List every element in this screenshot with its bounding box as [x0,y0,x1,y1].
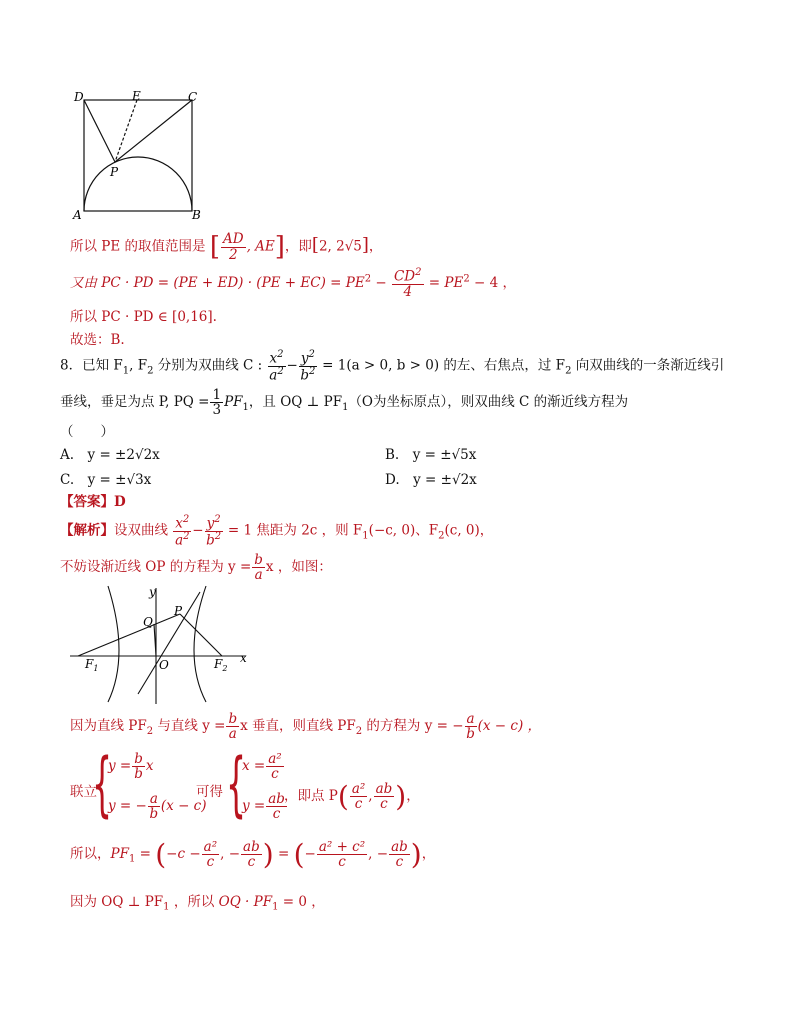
square-abcd [84,100,192,211]
hyperbola-right-branch [194,586,206,702]
result-x: x = $\frac{\text{a²}}{c}$ [242,751,282,783]
label-e: E [132,90,141,103]
q8-p2: , F [129,357,148,374]
frac-x2-a2-b: $\frac{x^2}{a^2}$ [175,514,190,549]
perp-t3: x 垂直，则直线 PF [240,718,356,735]
pf1-pf: PF [110,846,129,862]
q8-pf1: PF [224,394,243,411]
segment-dp [84,100,115,162]
range-value: 2, 2√5 [318,238,362,255]
label-q: Q [143,615,153,629]
last-s2: 1 [272,901,279,913]
orthogonal-line [70,890,325,913]
label-x: x [240,651,247,665]
last-t3: = 0 ， [278,894,325,910]
dot-product-expansion: 又由 PC · PD = (PE + ED) · (PE + EC) = PE [70,274,365,291]
q8-line1: 8．已知 $F_1$, $F_2$ 分别为双曲线 C : $\frac{x^2}{a^2}$ − $\frac{y^2}{b^2}$ = 1(a > 0, b > 0) 的左、右焦点，过 $F_2$ 向双曲线的一条渐近线引 [60,349,725,384]
tail-minus-4: − 4 ， [469,274,516,291]
last-t1: 因为 OQ ⊥ PF [70,894,164,910]
q8-s2: 2 [147,365,154,377]
perp-t2: 与直线 y = [153,718,226,735]
q8-p4: = 1(a > 0, b > 0) 的左、右焦点，过 F [317,357,566,374]
left-brace-2: { [226,743,247,825]
option-b: B. y = ±√5x [385,447,477,463]
label-f1: $F_1$ [85,657,99,673]
left-brace-1: { [92,743,113,825]
perp-t1: 因为直线 PF [70,718,147,735]
asymptote-op [138,592,200,694]
frac-b-a: $\frac{b}{a}$ [254,552,263,584]
last-s1: 1 [163,901,170,913]
label-p2: P [174,604,183,618]
label-d: D [74,90,84,104]
ke-de-label: 可得 [196,784,223,800]
pf1-t1: 所以， [70,846,111,862]
analysis-line: 【解析】设双曲线 $\frac{x^2}{a^2}$ − $\frac{y^2}{b^2}$ = 1 焦距为 2c ，则 $F_1(-c$, 0)、$F_2(c$, 0)， [60,514,494,549]
perp-s1: 2 [146,725,154,737]
label-f2: $F_2$ [214,657,228,673]
point-p-coords: ，即点 P( $\frac{\text{a²}}{c}$ , $\frac{ab}{c}$ )， [284,780,420,813]
option-c: C. y = ±√3x [60,472,152,488]
range-open: [ [311,234,319,256]
semicircle-ab [84,157,192,211]
q8-s1: 1 [122,365,130,377]
frac-a-b: $\frac{a}{b}$ [466,711,475,743]
line-range-result: 所以 PC · PD ∈ [0,16]. [70,309,217,325]
q8-l2c: （O为坐标原点），则双曲线 C 的渐近线方程为 [348,394,629,411]
analysis-t2s: 1 [362,530,369,542]
analysis-t3: (−c, 0)、F [368,522,439,539]
pf1-eq2: = [273,846,294,862]
minus: − [371,274,391,291]
system-eq2: y = − $\frac{a}{b}$ (x − c) [108,791,207,823]
line-choose-b: 故选：B. [70,332,125,348]
frac-x2-a2: $\frac{x^2}{a^2}$ [269,349,284,384]
pf1-end: ， [421,846,436,862]
perp-t4: 的方程为 y = − [362,718,464,735]
answer-label: 【答案】D [60,494,126,510]
asymptote-line [60,553,332,582]
pf1-eq: = [135,846,156,862]
perpendicular-line [70,712,541,741]
analysis-label: 【解析】 [60,522,114,539]
pf1-cneg: −c − [166,846,201,862]
q8-p5: 向双曲线的一条渐近线引 [571,357,725,374]
last-t2: ，所以 [169,894,219,910]
ae-text: , AE [246,238,275,255]
line1-end: ， [368,238,383,255]
label-b: B [192,208,201,222]
q8-l2b: ，且 OQ ⊥ PF [248,394,343,411]
perp-t5: (x − c) ， [477,718,542,735]
segment-p-f2 [180,614,222,656]
pf1-comma: , − [220,846,241,862]
tail-pe: = PE [424,274,464,291]
pf1-vector-line: 所以，$PF_1 = (-c$ − $\frac{\text{a²}}{c}$ , − $\frac{ab}{c}$ ) = (− $\frac{\text{a² + c²}}{c}$ , − $\frac{ab}{c}$ )， [70,838,436,871]
pf1-comma2: , − [368,846,389,862]
asym-t1: 不妨设渐近线 OP 的方程为 y = [60,559,252,576]
frac-1-3: $\frac{1}{3}$ [212,387,222,419]
frac-ad-2: $\frac{AD}{2}$ [222,231,244,263]
q8-p3: 分别为双曲线 C : [153,357,263,374]
q8-answer-paren: （ ） [60,424,114,440]
frac-cd2-4: $\frac{CD^2}{4}$ [393,267,422,300]
last-oq: OQ · PF [218,894,273,910]
label-a: A [73,208,82,222]
system-eq1: y = $\frac{b}{b}$ x [108,751,154,783]
label-p: P [110,165,119,179]
pf1-neg: − [304,846,316,862]
line-pe-range [70,232,382,262]
frac-y2-b2: $\frac{y^2}{b^2}$ [300,349,316,384]
analysis-t2: = 1 焦距为 2c ，则 F [223,522,363,539]
option-d: D. y = ±√2x [385,472,477,488]
frac-y2-b2-b: $\frac{y^2}{b^2}$ [206,514,222,549]
range-close: ] [361,234,369,256]
option-a: A. y = ±2√2x [60,447,160,463]
frac-b-a-2: $\frac{b}{a}$ [228,711,238,743]
figure-square-semicircle [70,90,210,222]
pf1-pfs: 1 [128,853,136,865]
pe-range-mid: ，即 [284,238,312,255]
q8-l2bs: 1 [342,401,349,413]
label-c: C [188,90,198,104]
label-o: O [159,658,169,672]
label-y: y [149,585,156,599]
perp-s2: 2 [355,725,363,737]
system-equations [70,743,430,832]
analysis-t3s: 2 [438,530,445,542]
figure-hyperbola [68,584,258,706]
q8-line2 [60,388,628,417]
pe-range-prefix: 所以 PE 的取值范围是 [70,238,206,255]
result-y: y = $\frac{ab}{c}$ [242,791,285,823]
asym-t2: x ，如图： [265,559,332,576]
analysis-t4: (c, 0)， [444,522,494,539]
right-bracket: ] [274,232,285,262]
q8-l2a: 垂线，垂足为点 P, PQ = [60,394,210,411]
q8-p1: 8．已知 F [60,357,123,374]
hyperbola-left-branch [108,586,119,702]
q8-pf1s: 1 [242,401,249,413]
analysis-t1: 设双曲线 [114,522,168,539]
line-dot-product [70,268,516,299]
q8-s3: 2 [565,365,572,377]
sup-2a: 2 [364,273,372,285]
left-bracket: [ [209,232,220,262]
sup-2b: 2 [463,273,470,285]
lian-li-label: 联立 [70,784,97,800]
